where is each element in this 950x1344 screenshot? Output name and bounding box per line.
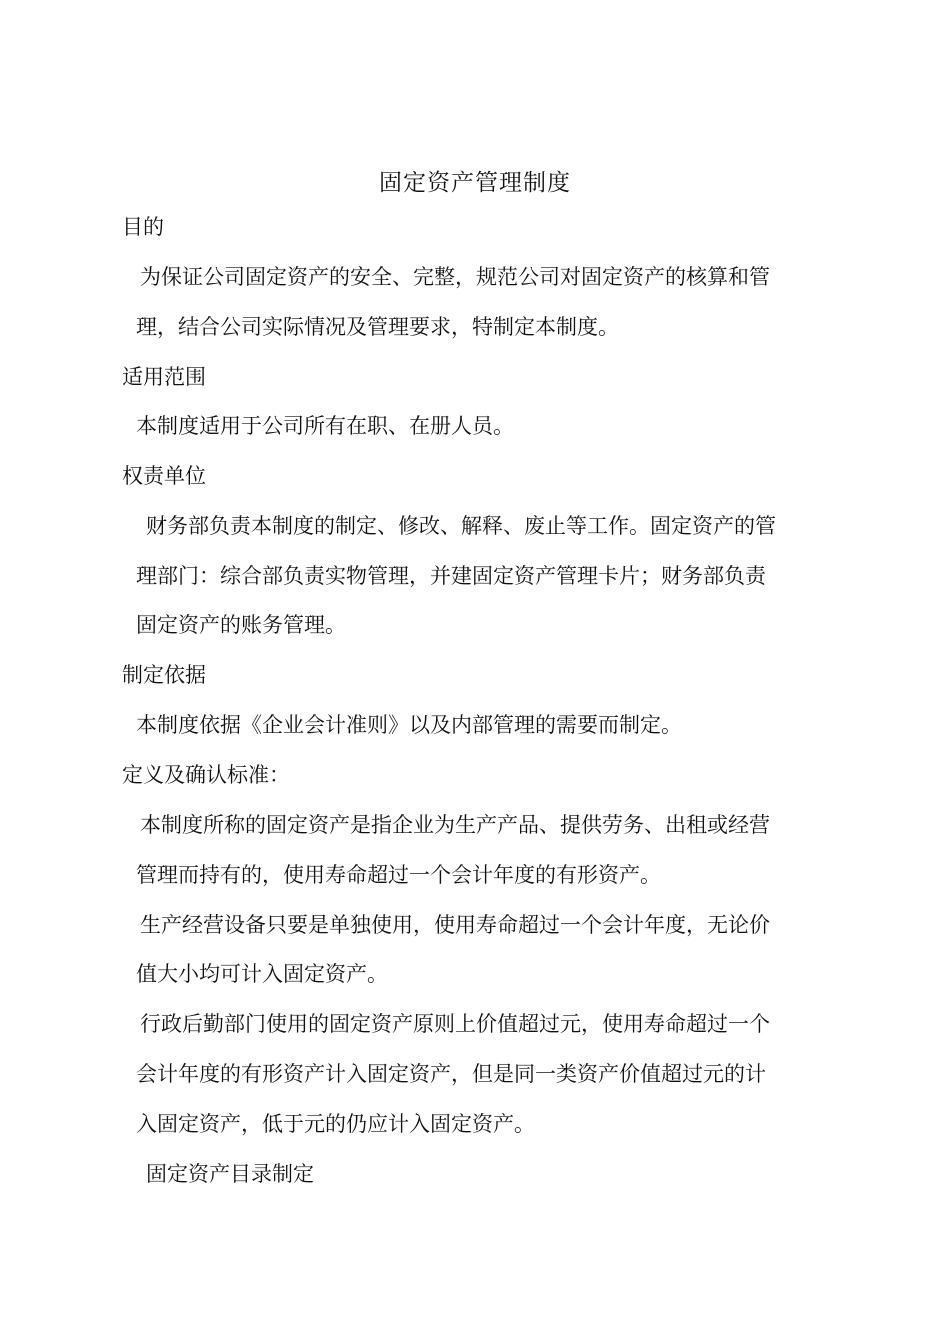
section-heading-scope: 适用范围 <box>122 365 206 389</box>
paragraph-line: 值大小均可计入固定资产。 <box>136 962 388 986</box>
subsection-heading-asset-catalog: 固定资产目录制定 <box>146 1162 314 1186</box>
paragraph-line: 财务部负责本制度的制定、修改、解释、废止等工作。固定资产的管 <box>146 514 776 538</box>
paragraph-line: 会计年度的有形资产计入固定资产，但是同一类资产价值超过元的计 <box>136 1062 766 1086</box>
paragraph-line: 理部门：综合部负责实物管理，并建固定资产管理卡片；财务部负责 <box>136 564 766 588</box>
document-title: 固定资产管理制度 <box>379 170 571 196</box>
paragraph-line: 入固定资产，低于元的仍应计入固定资产。 <box>136 1112 535 1136</box>
section-heading-responsibility: 权责单位 <box>122 464 206 488</box>
paragraph-line: 管理而持有的，使用寿命超过一个会计年度的有形资产。 <box>136 863 661 887</box>
paragraph-line: 生产经营设备只要是单独使用，使用寿命超过一个会计年度，无论价 <box>140 913 770 937</box>
paragraph-line: 本制度依据《企业会计准则》以及内部管理的需要而制定。 <box>136 713 682 737</box>
paragraph-line: 本制度适用于公司所有在职、在册人员。 <box>136 414 514 438</box>
section-heading-basis: 制定依据 <box>122 663 206 687</box>
paragraph-line: 理，结合公司实际情况及管理要求，特制定本制度。 <box>136 315 619 339</box>
section-heading-purpose: 目的 <box>122 215 164 239</box>
paragraph-line: 固定资产的账务管理。 <box>136 613 346 637</box>
paragraph-line: 为保证公司固定资产的安全、完整，规范公司对固定资产的核算和管 <box>140 265 770 289</box>
paragraph-line: 本制度所称的固定资产是指企业为生产产品、提供劳务、出租或经营 <box>140 813 770 837</box>
paragraph-line: 行政后勤部门使用的固定资产原则上价值超过元，使用寿命超过一个 <box>140 1012 770 1036</box>
section-heading-definition: 定义及确认标准： <box>122 763 290 787</box>
